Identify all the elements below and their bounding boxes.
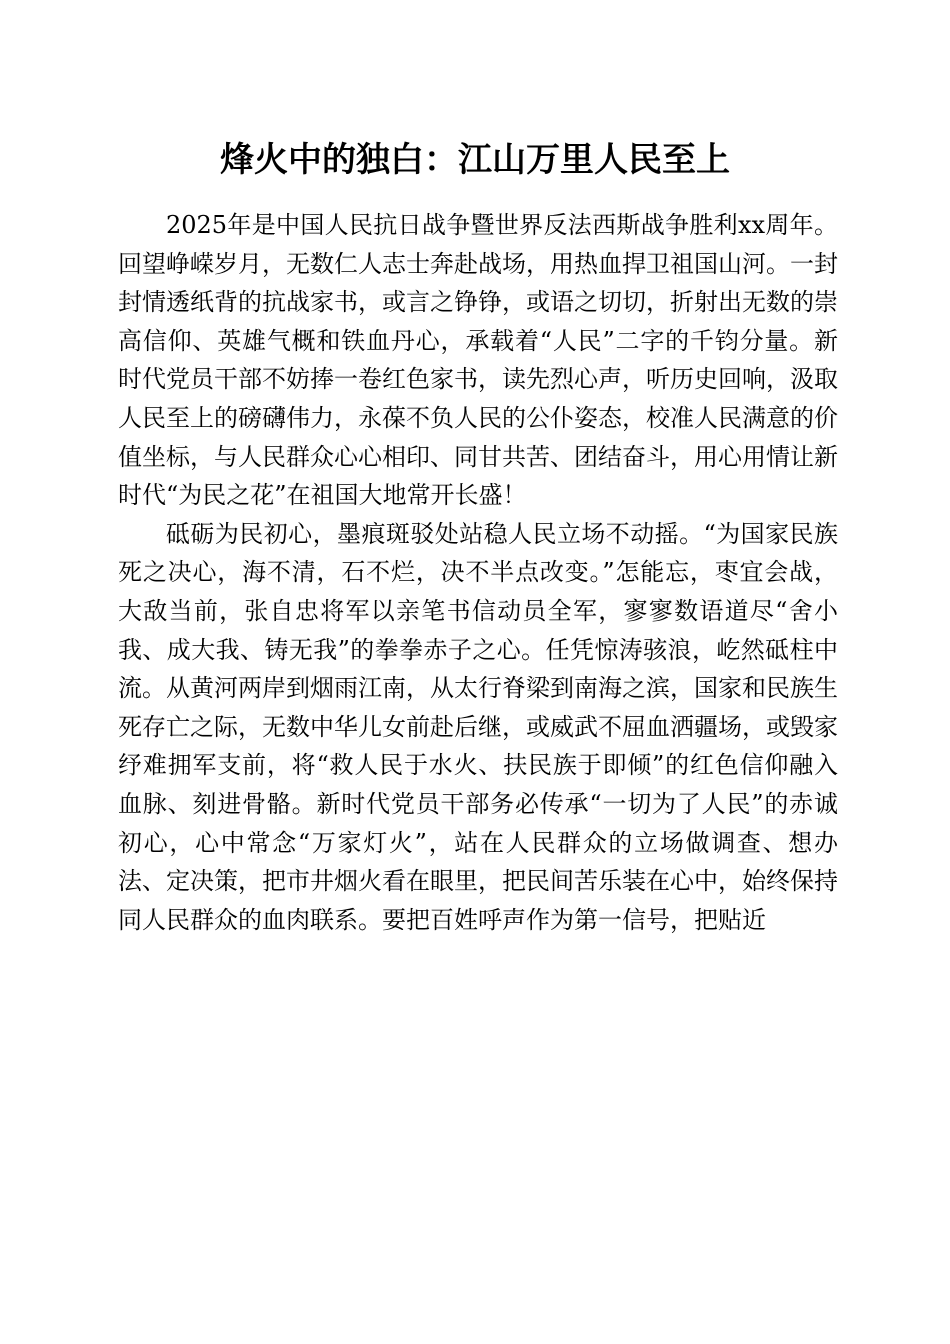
paragraph-2: 砥砺为民初心，墨痕斑驳处站稳人民立场不动摇。“为国家民族死之决心，海不清，石不烂，决不半点改变。”怎能忘，枣宜会战，大敌当前，张自忠将军以亲笔书信动员全军，寥寥数语道尽“舍小我、成大我、铸无我”的拳拳赤子之心。任凭惊涛骇浪，屹然砥柱中流。从黄河两岸到烟雨江南，从太行脊梁到南海之滨，国家和民族生死存亡之际，无数中华儿女前赴后继，或威武不屈血洒疆场，或毁家纾难拥军支前，将“救人民于水火、扶民族于即倾”的红色信仰融入血脉、刻进骨骼。新时代党员干部务必传承“一切为了人民”的赤诚初心，心中常念“万家灯火”，站在人民群众的立场做调查、想办法、定决策，把市井烟火看在眼里，把民间苦乐装在心中，始终保持同人民群众的血肉联系。要把百姓呼声作为第一信号，把贴近 (118, 519, 838, 934)
document-title: 烽火中的独白：江山万里人民至上 (220, 140, 730, 180)
paragraph-1: 2025年是中国人民抗日战争暨世界反法西斯战争胜利xx周年。回望峥嵘岁月，无数仁人志士奔赴战场，用热血捍卫祖国山河。一封封情透纸背的抗战家书，或言之铮铮，或语之切切，折射出无数的崇高信仰、英雄气概和铁血丹心，承载着“人民”二字的千钧分量。新时代党员干部不妨捧一卷红色家书，读先烈心声，听历史回响，汲取人民至上的磅礴伟力，永葆不负人民的公仆姿态，校准人民满意的价值坐标，与人民群众心心相印、同甘共苦、团结奋斗，用心用情让新时代“为民之花”在祖国大地常开长盛！ (118, 211, 838, 510)
document-body (118, 206, 838, 939)
